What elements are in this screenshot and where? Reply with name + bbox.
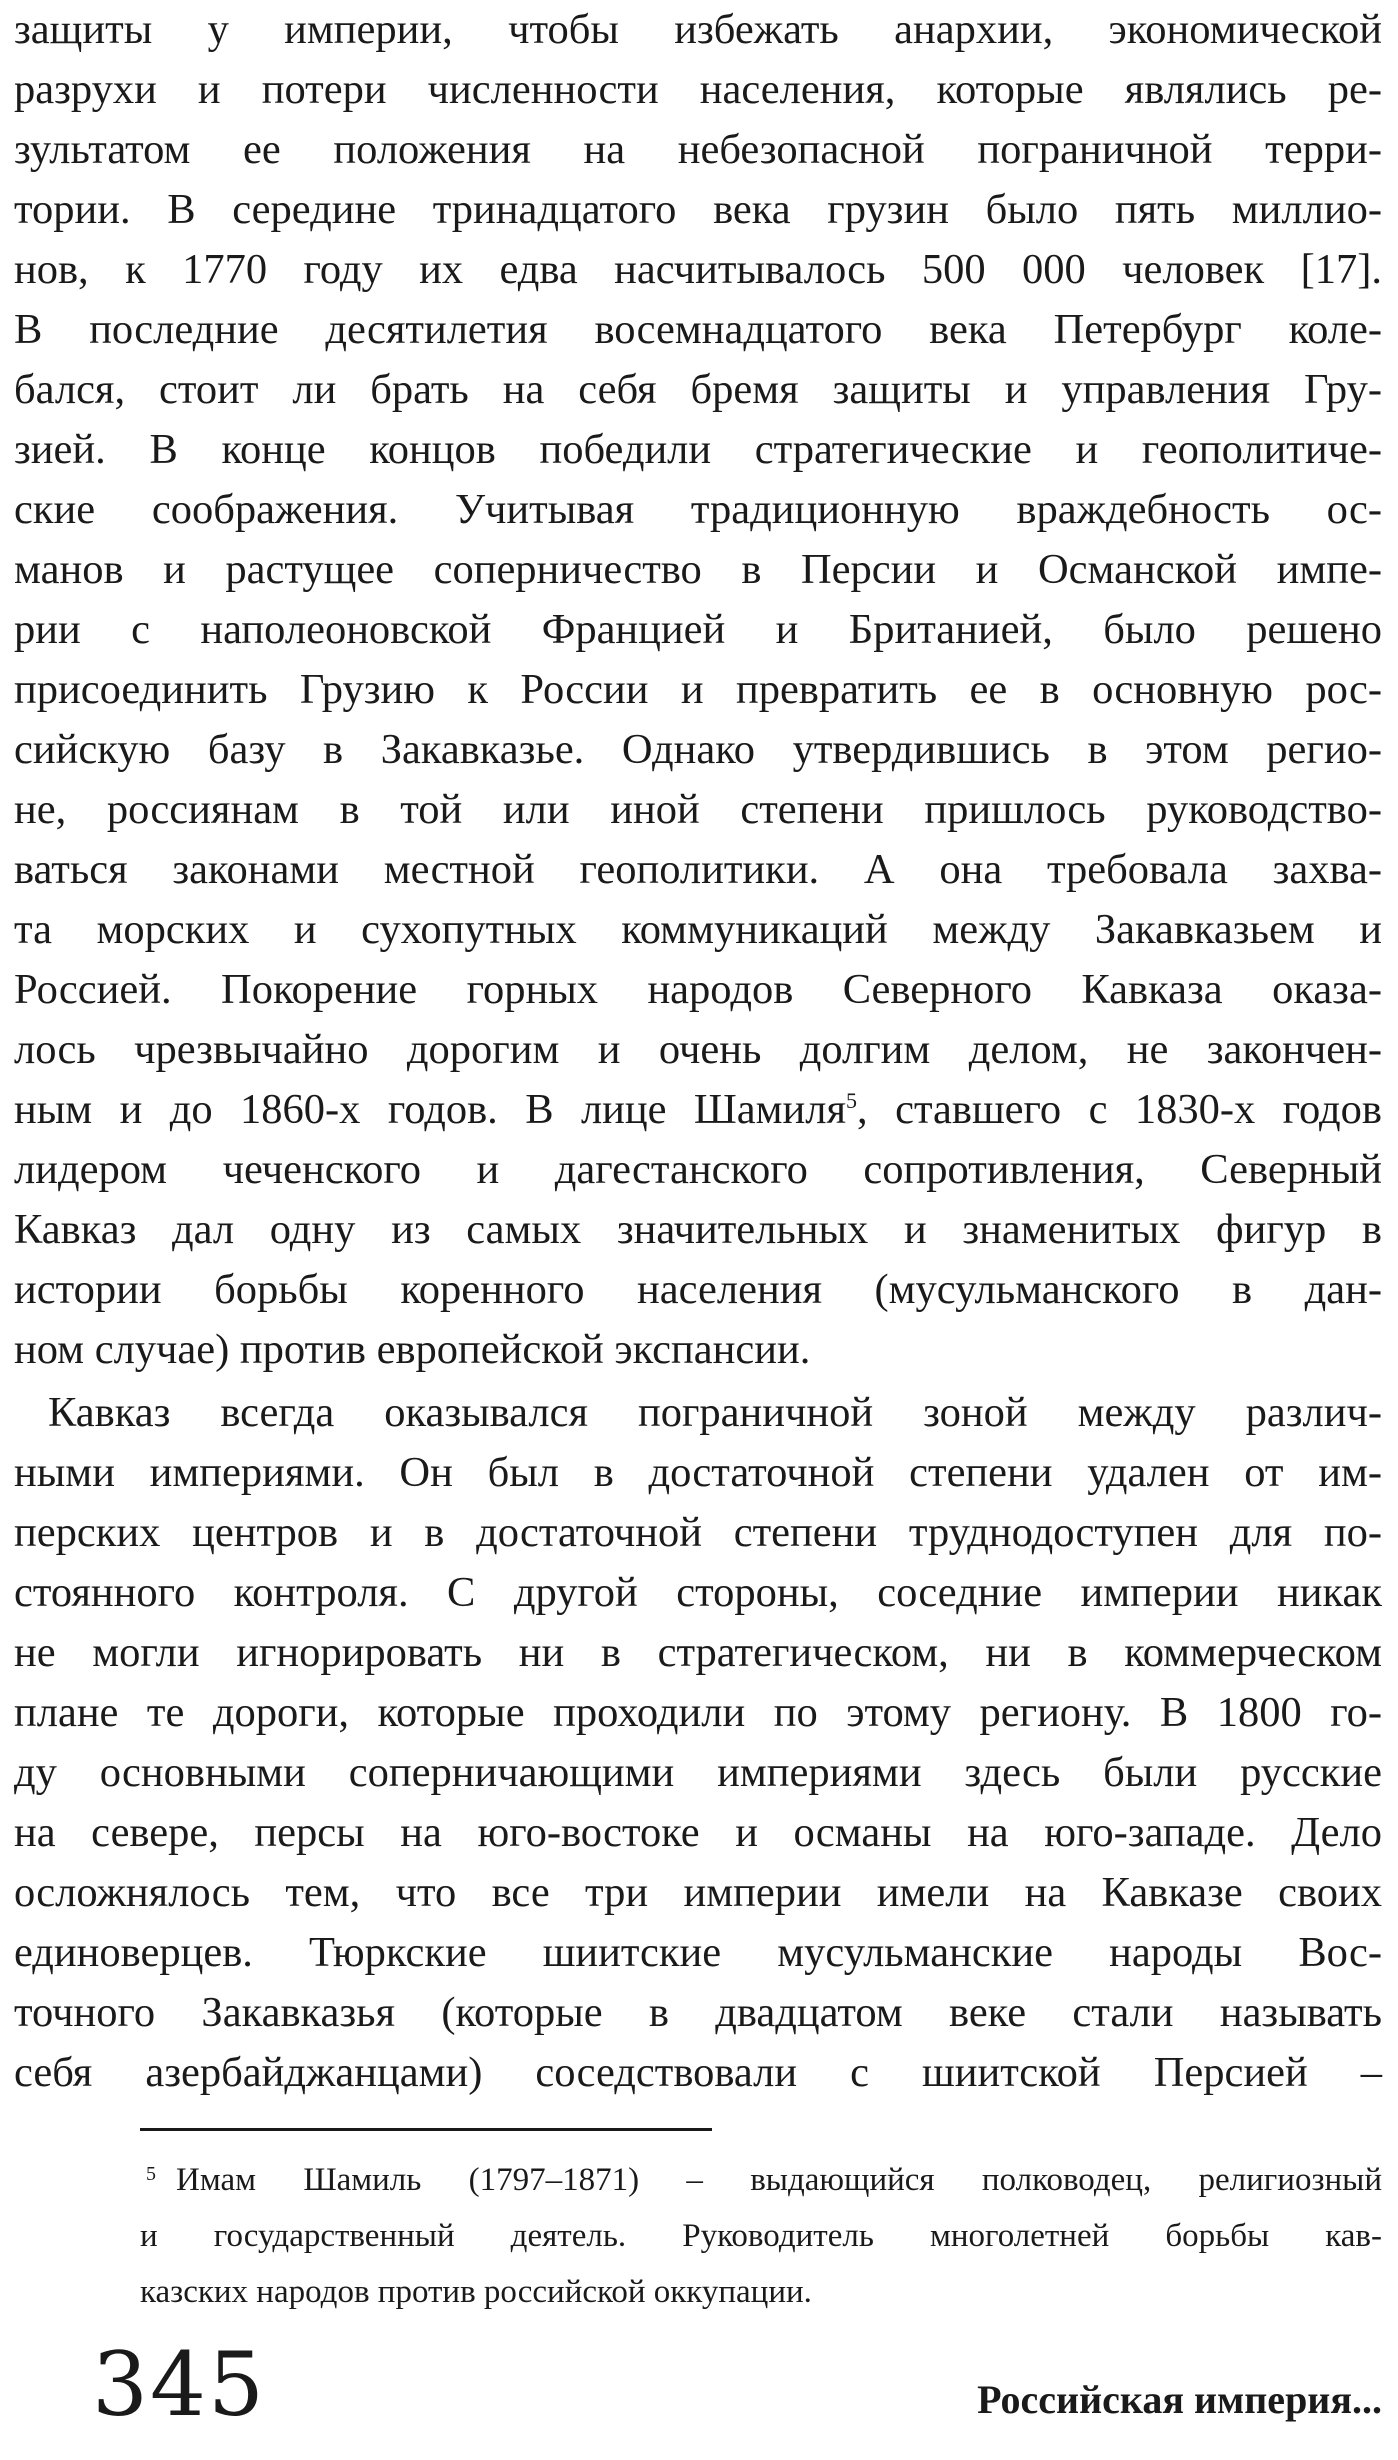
body-line: ду основными соперничающими империями здесь были русские: [14, 1749, 1382, 1796]
body-line: ными империями. Он был в достаточной степени удален от им-: [14, 1449, 1382, 1496]
body-line: зультатом ее положения на небезопасной пограничной терри-: [14, 126, 1382, 173]
footnote-line: казских народов против российской оккупации.: [140, 2274, 812, 2310]
body-line: та морских и сухопутных коммуникаций между Закавказьем и: [14, 906, 1382, 953]
body-line: присоединить Грузию к России и превратить ее в основную рос-: [14, 666, 1382, 713]
body-line: не могли игнорировать ни в стратегическом, ни в коммерческом: [14, 1629, 1382, 1676]
body-line: лидером чеченского и дагестанского сопротивления, Северный: [14, 1146, 1382, 1193]
body-line: себя азербайджанцами) соседствовали с шиитской Персией –: [14, 2049, 1382, 2096]
body-line: лось чрезвычайно дорогим и очень долгим делом, не закончен-: [14, 1026, 1382, 1073]
body-line: истории борьбы коренного населения (мусульманского в дан-: [14, 1266, 1382, 1313]
body-line: ном случае) против европейской экспансии.: [14, 1326, 811, 1373]
footnote-rule: [140, 2128, 712, 2131]
body-line: осложнялось тем, что все три империи имели на Кавказе своих: [14, 1869, 1382, 1916]
body-line: рии с наполеоновской Францией и Британией, было решено: [14, 606, 1382, 653]
footnote-reference[interactable]: 5: [846, 1087, 858, 1113]
footnote-line: Имам Шамиль (1797–1871) – выдающийся полководец, религиозный: [176, 2162, 1382, 2198]
body-line-tail: , ставшего с 1830-х годов: [857, 1086, 1382, 1133]
body-line: перских центров и в достаточной степени труднодоступен для по-: [14, 1509, 1382, 1556]
body-line: Россией. Покорение горных народов Северного Кавказа оказа-: [14, 966, 1382, 1013]
body-line: на севере, персы на юго-востоке и османы на юго-западе. Дело: [14, 1809, 1382, 1856]
body-line: В последние десятилетия восемнадцатого века Петербург коле-: [14, 306, 1382, 353]
body-line: разрухи и потери численности населения, которые являлись ре-: [14, 66, 1382, 113]
body-line: Кавказ всегда оказывался пограничной зоной между различ-: [48, 1389, 1382, 1436]
body-line: сийскую базу в Закавказье. Однако утвердившись в этом регио-: [14, 726, 1382, 773]
body-line: точного Закавказья (которые в двадцатом веке стали называть: [14, 1989, 1382, 2036]
body-line: ские соображения. Учитывая традиционную враждебность ос-: [14, 486, 1382, 533]
body-line: не, россиянам в той или иной степени пришлось руководство-: [14, 786, 1382, 833]
footnote-marker: 5: [146, 2163, 156, 2185]
body-line: бался, стоит ли брать на себя бремя защиты и управления Гру-: [14, 366, 1382, 413]
body-line: стоянного контроля. С другой стороны, соседние империи никак: [14, 1569, 1382, 1616]
body-line: зией. В конце концов победили стратегические и геополитиче-: [14, 426, 1382, 473]
body-line: плане те дороги, которые проходили по этому региону. В 1800 го-: [14, 1689, 1382, 1736]
running-head: Российская империя...: [977, 2377, 1382, 2422]
body-line: манов и растущее соперничество в Персии и Османской импе-: [14, 546, 1382, 593]
body-line: защиты у империи, чтобы избежать анархии, экономической: [14, 6, 1382, 53]
body-line: единоверцев. Тюркские шиитские мусульманские народы Вос-: [14, 1929, 1382, 1976]
body-line: тории. В середине тринадцатого века грузин было пять миллио-: [14, 186, 1382, 233]
body-line-head: ным и до 1860-х годов. В лице Шамиля: [14, 1086, 847, 1133]
body-line: ваться законами местной геополитики. А она требовала захва-: [14, 846, 1382, 893]
footnote-line: и государственный деятель. Руководитель многолетней борьбы кав-: [140, 2218, 1382, 2254]
body-line: Кавказ дал одну из самых значительных и знаменитых фигур в: [14, 1206, 1382, 1253]
body-line: нов, к 1770 году их едва насчитывалось 500 000 человек [17].: [14, 246, 1382, 293]
body-line-with-footnote-ref: [14, 1080, 1382, 1140]
page-number: 345: [92, 2333, 266, 2436]
